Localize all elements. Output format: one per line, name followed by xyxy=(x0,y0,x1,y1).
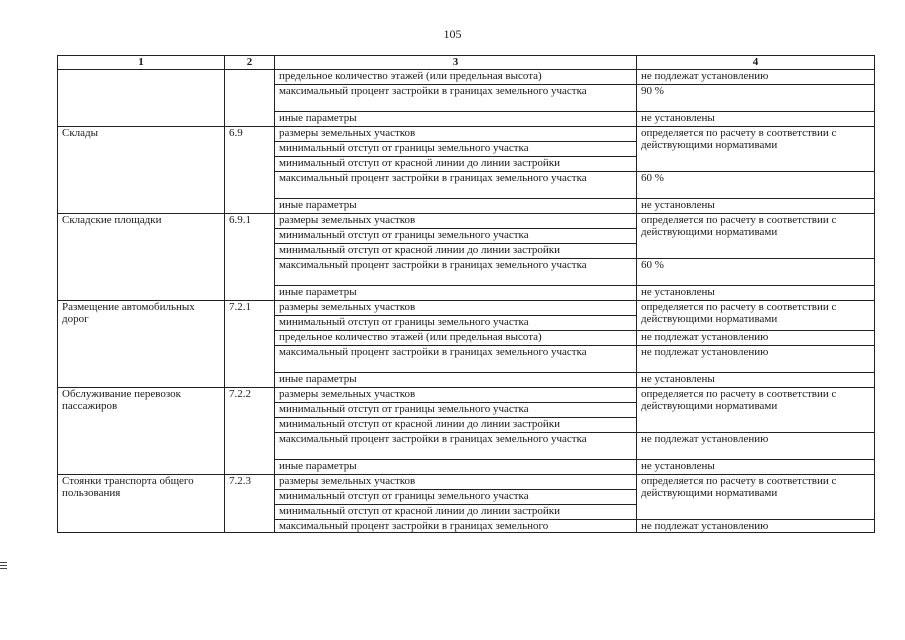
param-label-cell: максимальный процент застройки в границах земельного участка xyxy=(275,85,637,112)
param-label-cell: минимальный отступ от границы земельного участка xyxy=(275,229,637,244)
table-row xyxy=(58,388,875,403)
param-value-cell: определяется по расчету в соответствии с действующими нормативами xyxy=(637,214,875,259)
param-value-cell: определяется по расчету в соответствии с действующими нормативами xyxy=(637,301,875,331)
param-label-cell: предельное количество этажей (или предельная высота) xyxy=(275,70,637,85)
param-label-cell: минимальный отступ от красной линии до линии застройки xyxy=(275,157,637,172)
table-row xyxy=(58,70,875,85)
page-number: 105 xyxy=(443,27,462,41)
param-label-cell: максимальный процент застройки в границах земельного участка xyxy=(275,172,637,199)
header-cell: 4 xyxy=(637,56,875,70)
edge-mark xyxy=(0,568,7,569)
param-label-cell: минимальный отступ от границы земельного участка xyxy=(275,490,637,505)
edge-mark xyxy=(0,562,7,563)
param-value-cell: не подлежат установлению xyxy=(637,520,875,533)
table-row xyxy=(58,214,875,229)
param-label-cell: минимальный отступ от красной линии до линии застройки xyxy=(275,505,637,520)
param-label-cell: иные параметры xyxy=(275,286,637,301)
header-cell: 3 xyxy=(275,56,637,70)
param-label-cell: максимальный процент застройки в границах земельного участка xyxy=(275,433,637,460)
param-value-cell: 60 % xyxy=(637,172,875,199)
use-code-cell: 6.9.1 xyxy=(225,214,275,301)
param-value-cell: 60 % xyxy=(637,259,875,286)
param-value-cell: не установлены xyxy=(637,286,875,301)
use-name-cell: Обслуживание перевозок пассажиров xyxy=(58,388,225,475)
param-label-cell: предельное количество этажей (или предельная высота) xyxy=(275,331,637,346)
param-value-cell: 90 % xyxy=(637,85,875,112)
use-name-cell: Склады xyxy=(58,127,225,214)
param-label-cell: размеры земельных участков xyxy=(275,388,637,403)
table-row xyxy=(58,301,875,316)
scan-edge-marks xyxy=(0,562,8,571)
param-value-cell: не установлены xyxy=(637,199,875,214)
use-code-cell xyxy=(225,70,275,127)
header-row xyxy=(58,56,875,70)
use-code-cell: 7.2.3 xyxy=(225,475,275,533)
table-row xyxy=(58,475,875,490)
use-code-cell: 6.9 xyxy=(225,127,275,214)
table-row xyxy=(58,127,875,142)
param-label-cell: минимальный отступ от красной линии до линии застройки xyxy=(275,244,637,259)
param-value-cell: не подлежат установлению xyxy=(637,433,875,460)
edge-mark xyxy=(0,565,7,566)
param-label-cell: минимальный отступ от границы земельного участка xyxy=(275,403,637,418)
param-label-cell: минимальный отступ от красной линии до линии застройки xyxy=(275,418,637,433)
param-label-cell: размеры земельных участков xyxy=(275,301,637,316)
use-name-cell: Размещение автомобильных дорог xyxy=(58,301,225,388)
param-label-cell: размеры земельных участков xyxy=(275,475,637,490)
param-value-cell: не подлежат установлению xyxy=(637,346,875,373)
header-cell: 1 xyxy=(58,56,225,70)
header-cell: 2 xyxy=(225,56,275,70)
param-label-cell: максимальный процент застройки в границах земельного участка xyxy=(275,259,637,286)
param-label-cell: иные параметры xyxy=(275,112,637,127)
param-value-cell: не установлены xyxy=(637,373,875,388)
use-name-cell xyxy=(58,70,225,127)
param-label-cell: размеры земельных участков xyxy=(275,127,637,142)
param-label-cell: иные параметры xyxy=(275,373,637,388)
param-label-cell: максимальный процент застройки в границах земельного участка xyxy=(275,346,637,373)
param-value-cell: не установлены xyxy=(637,460,875,475)
param-value-cell: не подлежат установлению xyxy=(637,70,875,85)
param-value-cell: определяется по расчету в соответствии с действующими нормативами xyxy=(637,127,875,172)
param-label-cell: минимальный отступ от границы земельного участка xyxy=(275,316,637,331)
param-value-cell: не подлежат установлению xyxy=(637,331,875,346)
param-label-cell: минимальный отступ от границы земельного участка xyxy=(275,142,637,157)
param-label-cell: максимальный процент застройки в границах земельного xyxy=(275,520,637,533)
param-label-cell: иные параметры xyxy=(275,199,637,214)
use-name-cell: Стоянки транспорта общего пользования xyxy=(58,475,225,533)
land-use-parameters-table xyxy=(57,55,875,533)
use-code-cell: 7.2.1 xyxy=(225,301,275,388)
use-name-cell: Складские площадки xyxy=(58,214,225,301)
param-label-cell: размеры земельных участков xyxy=(275,214,637,229)
param-label-cell: иные параметры xyxy=(275,460,637,475)
param-value-cell: определяется по расчету в соответствии с действующими нормативами xyxy=(637,388,875,433)
param-value-cell: определяется по расчету в соответствии с действующими нормативами xyxy=(637,475,875,520)
use-code-cell: 7.2.2 xyxy=(225,388,275,475)
param-value-cell: не установлены xyxy=(637,112,875,127)
